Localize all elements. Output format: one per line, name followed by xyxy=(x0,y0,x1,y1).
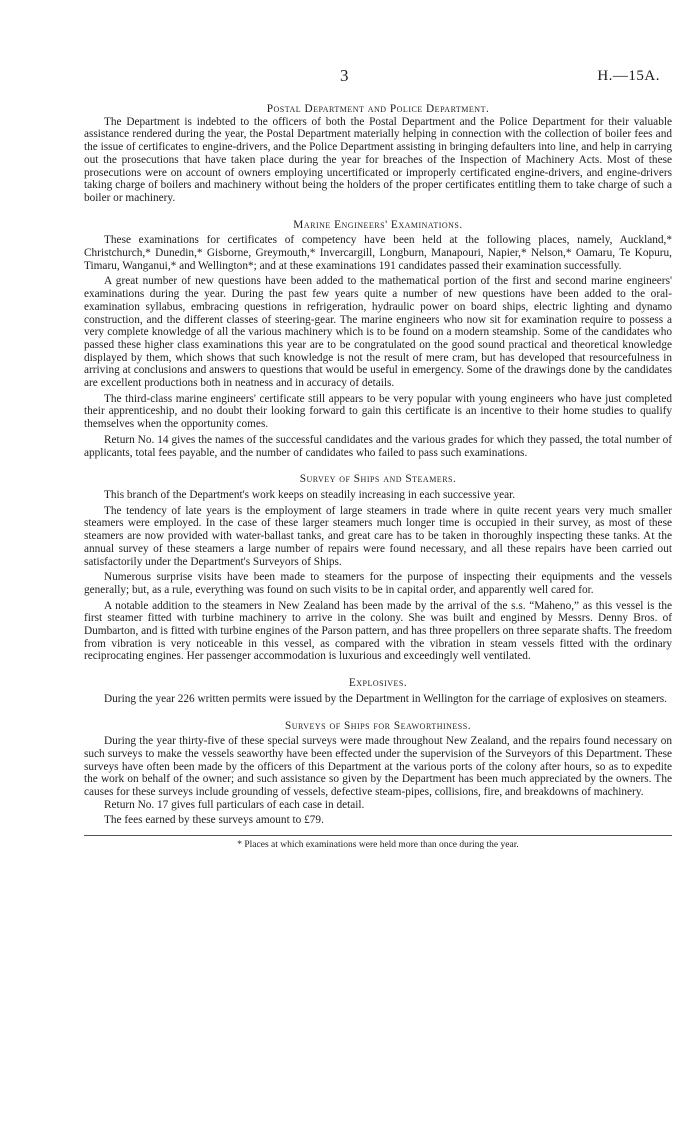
paragraph: During the year thirty-five of these special surveys were made throughout New Zealand, and the repairs found necessary on such surveys to make the vessels seaworthy have been effected under the supervision of the Surveyors of this Department. These surveys have often been made by the officers of this Department at the various ports of the colony after hours, so as to expedite the work on behalf of the owner; and such assistance so given by the Department has been much appreciated by the owners. The causes for these surveys include grounding of vessels, defective steam-pipes, collisions, fire, and breakdowns of machinery. xyxy=(84,735,672,799)
paper-reference: H.—15A. xyxy=(597,68,660,84)
section-survey-of-ships xyxy=(84,473,672,663)
paragraph: This branch of the Department's work keeps on steadily increasing in each successive year. xyxy=(104,488,516,501)
paragraph: The fees earned by these surveys amount to £79. xyxy=(104,814,324,827)
paragraph: The Department is indebted to the officers of both the Postal Department and the Police Department for their valuable assistance rendered during the year, the Postal Department materially helping in connection with the collection of boiler fees and the issue of certificates to engine-drivers, and the Police Department assisting in bringing defaulters into line, and help in carrying out the prosecutions that have taken place during the year for breaches of the Inspection of Machinery Acts. Most of these prosecutions were on account of owners employing uncertificated or improperly certificated engine-drivers, and engine-drivers taking charge of boilers and machinery without being the holders of the proper certificates entitling them to take charge of such a boiler or machinery. xyxy=(84,115,672,204)
paragraph: Return No. 17 gives full particulars of each case in detail. xyxy=(104,798,365,811)
page-number: 3 xyxy=(340,66,349,85)
section-heading: Survey of Ships and Steamers. xyxy=(299,473,457,486)
section-explosives xyxy=(84,677,672,705)
paragraph: During the year 226 written permits were issued by the Department in Wellington for the carriage of explosives on steamers. xyxy=(104,692,667,705)
document-body xyxy=(84,103,672,851)
paragraph: The tendency of late years is the employment of large steamers in trade where in quite recent years very much smaller steamers were employed. In the case of these larger steamers much longer time is occupied in their survey, as most of these steamers are now provided with water-ballast tanks, and great care has to be taken in thoroughly inspecting these tanks. At the annual survey of these steamers a large number of repairs were found necessary, and all these repairs have been carried out satisfactorily under the Department's Surveyors of Ships. xyxy=(84,504,672,568)
paragraph: The third-class marine engineers' certificate still appears to be very popular with young engineers who have just completed their apprenticeship, and no doubt their looking forward to gain this certificate is an incentive to their home studies to qualify themselves when the opportunity comes. xyxy=(84,392,672,431)
paragraph: A great number of new questions have been added to the mathematical portion of the first and second marine engineers' examinations during the year. During the past few years quite a number of new questions have been added to the oral-examination syllabus, embracing questions in refrigeration, hydraulic power on board ships, electric lighting and dynamo construction, and the different classes of steering-gear. The marine engineers who now sit for examination require to possess a very complete knowledge of all the various machinery which is to be found on a modern steamship. Some of the candidates who passed these higher class examinations this year are to be congratulated on the good sound practical and theoretical knowledge displayed by them, which shows that such knowledge is not the result of mere cram, but has developed that resourcefulness in arriving at conclusions and answers to questions that would be useful in emergency. Some of the drawings done by the candidates are excellent productions both in neatness and in accuracy of details. xyxy=(84,275,672,390)
paragraph: These examinations for certificates of competency have been held at the following places, namely, Auckland,* Christchurch,* Dunedin,* Gisborne, Greymouth,* Invercargill, Longburn, Manapouri, Napier,* Nelson,* Oamaru, Te Kopuru, Timaru, Wanganui,* and Wellington*; and at these examinations 191 candidates passed their examination successfully. xyxy=(84,234,672,272)
paragraph: Numerous surprise visits have been made to steamers for the purpose of inspecting their equipments and the vessels generally; but, as a rule, everything was found on such visits to be in capital order, and apparently well cared for. xyxy=(84,571,672,596)
section-surveys-seaworthiness xyxy=(84,720,672,828)
paragraph: A notable addition to the steamers in New Zealand has been made by the arrival of the s.s. “Maheno,” as this vessel is the first steamer fitted with turbine machinery to arrive in the colony. She was built and engined by Messrs. Denny Bros. of Dumbarton, and is fitted with turbine engines of the Parson pattern, and has three propellers on three separate shafts. The freedom from vibration is very noticeable in this vessel, as compared with the vibration in steam vessels fitted with the ordinary reciprocating engines. Her passenger accommodation is luxurious and exceedingly well ventilated. xyxy=(84,599,672,663)
section-heading: Surveys of Ships for Seaworthiness. xyxy=(284,719,472,732)
footnote: * Places at which examinations were held more than once during the year. xyxy=(237,840,519,851)
section-postal-police xyxy=(84,103,672,205)
section-marine-engineers-examinations xyxy=(84,219,672,460)
section-heading: Marine Engineers' Examinations. xyxy=(293,218,463,231)
footnote-divider xyxy=(84,835,672,836)
section-heading: Postal Department and Police Department. xyxy=(266,103,490,115)
paragraph: Return No. 14 gives the names of the successful candidates and the various grades for which they passed, the total number of applicants, total fees payable, and the number of candidates who failed to pass such examinations. xyxy=(84,433,672,459)
section-heading: Explosives. xyxy=(348,677,408,690)
page-header xyxy=(0,66,700,90)
